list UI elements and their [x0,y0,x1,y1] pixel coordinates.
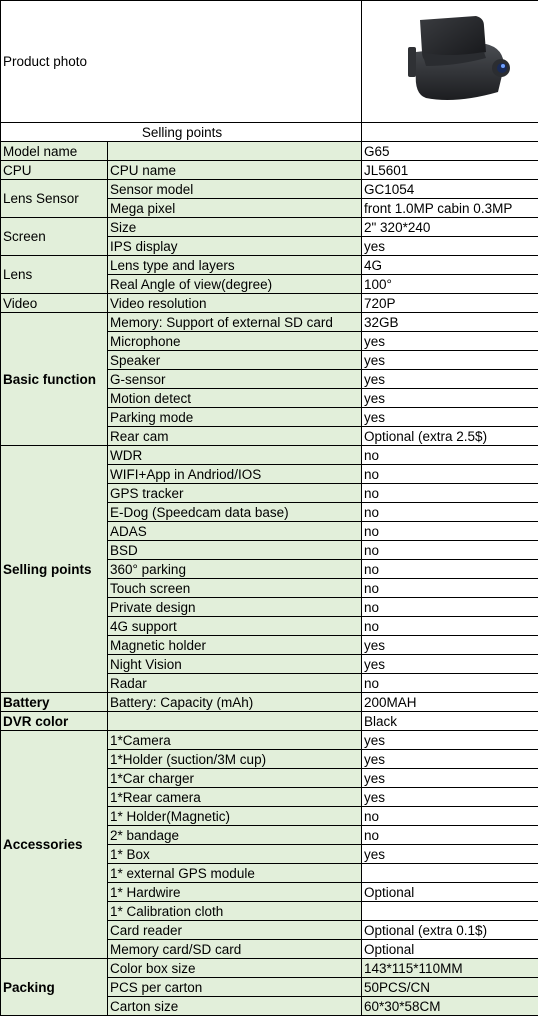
row-value: 100° [362,275,538,294]
row-value: yes [362,408,538,427]
row-value: no [362,446,538,465]
row-value: no [362,674,538,693]
row-value: yes [362,636,538,655]
row-value: no [362,484,538,503]
row-value: yes [362,351,538,370]
row-value: no [362,465,538,484]
table-row [1,313,538,332]
row-sub: G-sensor [108,370,362,389]
row-sub: PCS per carton [108,978,362,997]
row-sub: Radar [108,674,362,693]
row-label: Battery [1,693,108,712]
row-sub: Rear cam [108,427,362,446]
row-sub: 1* Holder(Magnetic) [108,807,362,826]
row-value: yes [362,750,538,769]
row-value: 4G [362,256,538,275]
row-value: JL5601 [362,161,538,180]
row-sub: 1*Rear camera [108,788,362,807]
row-value: no [362,541,538,560]
group-basic-function [1,313,538,446]
row-sub: 1* Box [108,845,362,864]
group-packing [1,959,538,1016]
row-sub: Night Vision [108,655,362,674]
row-value: no [362,560,538,579]
row-value: yes [362,845,538,864]
row-value: yes [362,237,538,256]
row-sub: Touch screen [108,579,362,598]
row-sub: IPS display [108,237,362,256]
row-sub: 1* external GPS module [108,864,362,883]
selling-points-header: Selling points [1,123,362,142]
selling-points-header-row [1,123,538,142]
row-value: no [362,579,538,598]
row-sub: 360° parking [108,560,362,579]
row-video [1,294,538,313]
row-value: front 1.0MP cabin 0.3MP [362,199,538,218]
row-sub: BSD [108,541,362,560]
row-value: no [362,598,538,617]
row-value [362,864,538,883]
group-label: Basic function [1,313,108,446]
row-sub: WDR [108,446,362,465]
row-sub: 1* Calibration cloth [108,902,362,921]
row-sub: GPS tracker [108,484,362,503]
row-label: Model name [1,142,108,161]
row-value: yes [362,731,538,750]
row-value: yes [362,788,538,807]
row-value: G65 [362,142,538,161]
row-cpu [1,161,538,180]
product-photo-label: Product photo [1,1,362,123]
row-value: Optional [362,940,538,959]
row-value: Optional [362,883,538,902]
group-accessories [1,731,538,959]
row-value: yes [362,655,538,674]
row-model-name [1,142,538,161]
row-value: yes [362,370,538,389]
row-value: GC1054 [362,180,538,199]
row-value: yes [362,389,538,408]
table-row [1,446,538,465]
row-label: Screen [1,218,108,256]
table-row [1,959,538,978]
row-sub: 1* Hardwire [108,883,362,902]
row-sub: Motion detect [108,389,362,408]
row-value: 2" 320*240 [362,218,538,237]
row-battery [1,693,538,712]
row-sub: 4G support [108,617,362,636]
row-sub: Sensor model [108,180,362,199]
row-label: Lens [1,256,108,294]
row-sub: Size [108,218,362,237]
row-sub: Carton size [108,997,362,1016]
row-sub: 1*Camera [108,731,362,750]
row-value: 60*30*58CM [362,997,538,1016]
row-value: no [362,826,538,845]
row-label: Video [1,294,108,313]
row-lens-sensor [1,180,538,199]
row-value: Optional (extra 2.5$) [362,427,538,446]
product-photo-cell [362,1,538,123]
row-value: 143*115*110MM [362,959,538,978]
row-sub: Lens type and layers [108,256,362,275]
row-sub: Private design [108,598,362,617]
row-sub: 1*Holder (suction/3M cup) [108,750,362,769]
row-sub: Mega pixel [108,199,362,218]
row-sub: Speaker [108,351,362,370]
row-sub: Memory card/SD card [108,940,362,959]
row-value: yes [362,332,538,351]
row-sub: Video resolution [108,294,362,313]
row-value [362,902,538,921]
row-sub: Card reader [108,921,362,940]
row-label: Lens Sensor [1,180,108,218]
row-value: no [362,522,538,541]
row-value: no [362,617,538,636]
row-sub: Parking mode [108,408,362,427]
row-value: Optional (extra 0.1$) [362,921,538,940]
row-value: 32GB [362,313,538,332]
row-sub: WIFI+App in Andriod/IOS [108,465,362,484]
row-value: Black [362,712,538,731]
row-lens [1,256,538,275]
row-label: DVR color [1,712,108,731]
group-selling-points [1,446,538,693]
table-row [1,731,538,750]
row-sub: Memory: Support of external SD card [108,313,362,332]
group-battery [1,693,538,731]
group-label: Selling points [1,446,108,693]
group-label: Accessories [1,731,108,959]
row-screen [1,218,538,237]
product-photo-row [1,1,538,123]
row-value: 200MAH [362,693,538,712]
row-value: 720P [362,294,538,313]
row-sub: ADAS [108,522,362,541]
group-label: Packing [1,959,108,1016]
row-sub: Magnetic holder [108,636,362,655]
row-value: no [362,807,538,826]
row-sub: Real Angle of view(degree) [108,275,362,294]
row-value: no [362,503,538,522]
row-sub: E-Dog (Speedcam data base) [108,503,362,522]
row-sub: Color box size [108,959,362,978]
row-value: yes [362,769,538,788]
row-sub: CPU name [108,161,362,180]
row-value: 50PCS/CN [362,978,538,997]
row-sub: 2* bandage [108,826,362,845]
row-sub: Microphone [108,332,362,351]
row-sub: 1*Car charger [108,769,362,788]
row-sub: Battery: Capacity (mAh) [108,693,362,712]
row-dvr-color [1,712,538,731]
dashcam-photo-icon [386,12,516,112]
row-label: CPU [1,161,108,180]
